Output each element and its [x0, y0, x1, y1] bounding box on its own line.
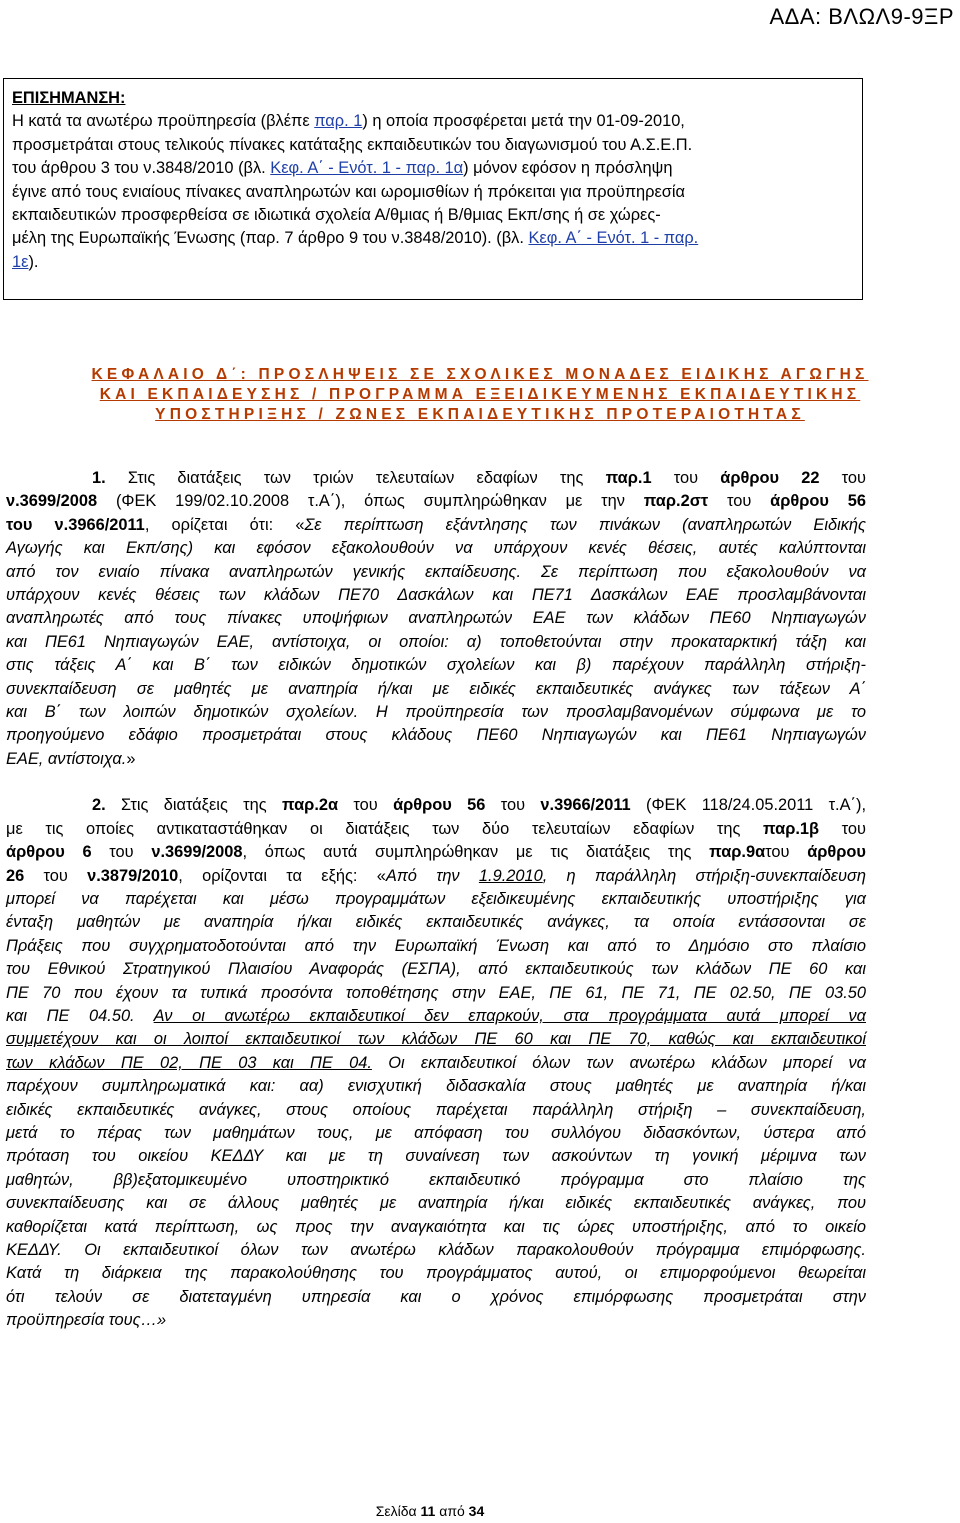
- ada-code: ΑΔΑ: ΒΛΩΛ9-9ΞΡ: [769, 4, 954, 29]
- paragraph-1: 1. Στις διατάξεις των τριών τελευταίων εδαφίων της παρ.1 του άρθρου 22 του ν.3699/2008 (ΦΕΚ 199/02.10.2008 τ.Α΄), όπως συμπληρώθηκαν με την παρ.2στ του άρθρου 56 του ν.3966/2011, ορίζεται ότι: «Σε περίπτωση εξάντλησης των πινάκων (αναπληρωτών Ειδικής Αγωγής και Εκπ/σης) και εφόσον εξακολουθούν να υπάρχουν κενές θέσεις, αυτές καλύπτονται από τον ενιαίο πίνακα αναπληρωτών γενικής εκπαίδευσης. Σε περίπτωση που εξακολουθούν να υπάρχουν κενές θέσεις των κλάδων ΠΕ70 Δασκάλων και ΠΕ71 Δασκάλων ΕΑΕ προσλαμβάνονται αναπληρωτές από τους πίνακες υποψήφιων αναπληρωτών ΕΑΕ των κλάδων ΠΕ60 Νηπιαγωγών και ΠΕ61 Νηπιαγωγών ΕΑΕ, αντίστοιχα, οι οποίοι: α) τοποθετούνται στην προκαταρκτική τάξη και στις τάξεις Α΄ και Β΄ των ειδικών δημοτικών σχολείων και β) παρέχουν παράλληλη στήριξη- συνεκπαίδευση σε μαθητές με αναπηρία ή/και με ειδικές εκπαιδευτικές ανάγκες των τάξεων Α΄ και Β΄ των λοιπών δημοτικών σχολείων. Η προϋπηρεσία των προσλαμβανομένων σύμφωνα με το προηγούμενο εδάφιο προσμετράται στους κλάδους ΠΕ60 Νηπιαγωγών και ΠΕ61 Νηπιαγωγών ΕΑΕ, αντίστοιχα.»: [6, 469, 867, 768]
- notice-line: εκπαιδευτικών προσφερθείσα σε ιδιωτικά σχολεία Α/θμιας ή Β/θμιας Εκπ/σης ή σε χώρες-: [12, 206, 661, 225]
- notice-line: Η κατά τα ανωτέρω προϋπηρεσία (βλέπε παρ. 1) η οποία προσφέρεται μετά την 01-09-2010,: [12, 112, 685, 131]
- ref-link-par1[interactable]: παρ. 1: [314, 112, 363, 131]
- page-total: 34: [468, 1503, 485, 1519]
- ref-link-ch-a-1e[interactable]: Κεφ. Α΄ - Ενότ. 1 - παρ.: [528, 229, 699, 248]
- page-number: 11: [420, 1503, 436, 1519]
- chapter-line-2: ΚΑΙ ΕΚΠΑΙΔΕΥΣΗΣ / ΠΡΟΓΡΑΜΜΑ ΕΞΕΙΔΙΚΕΥΜΕΝΗΣ ΕΚΠΑΙΔΕΥΤΙΚΗΣ: [99, 386, 861, 403]
- chapter-line-1: ΚΕΦΑΛΑΙΟ Δ΄: ΠΡΟΣΛΗΨΕΙΣ ΣΕ ΣΧΟΛΙΚΕΣ ΜΟΝΑΔΕΣ ΕΙΔΙΚΗΣ ΑΓΩΓΗΣ: [91, 366, 869, 383]
- ref-link-1e[interactable]: 1ε: [12, 252, 29, 271]
- notice-line: έγινε από τους ενιαίους πίνακες αναπληρωτών και ωρομισθίων ή πρόκειται για προϋπηρεσία: [12, 182, 685, 201]
- page-footer: Σελίδα 11 από 34: [375, 1503, 485, 1519]
- notice-heading: ΕΠΙΣΗΜΑΝΣΗ:: [12, 89, 126, 107]
- ref-link-ch-a-1a[interactable]: Κεφ. Α΄ - Ενότ. 1 - παρ. 1α: [270, 159, 464, 178]
- paragraph-2: 2. Στις διατάξεις της παρ.2α του άρθρου 56 του ν.3966/2011 (ΦΕΚ 118/24.05.2011 τ.Α΄), με τις οποίες αντικαταστάθηκαν οι διατάξεις των δύο τελευταίων εδαφίων της παρ.1β του άρθρου 6 του ν.3699/2008, όπως αυτά συμπληρώθηκαν με τις διατάξεις της παρ.9ατου άρθρου 26 του ν.3879/2010, ορίζονται τα εξής: «Από την 1.9.2010, η παράλληλη στήριξη-συνεκπαίδευση μπορεί να παρέχεται και μέσω προγραμμάτων εξειδικευμένης εκπαιδευτικής υποστήριξης για ένταξη μαθητών με αναπηρία ή/και ειδικές εκπαιδευτικές ανάγκες, τα οποία εντάσσονται σε Πράξεις που συγχρηματοδοτούνται από την Ευρωπαϊκή Ένωση και από το Δημόσιο στο πλαίσιο του Εθνικού Στρατηγικού Πλαισίου Αναφοράς (ΕΣΠΑ), από εκπαιδευτικούς των κλάδων ΠΕ 60 και ΠΕ 70 που έχουν τα τυπικά προσόντα τοποθέτησης στην ΕΑΕ, ΠΕ 61, ΠΕ 71, ΠΕ 02.50, ΠΕ 03.50 και ΠΕ 04.50. Αν οι ανωτέρω εκπαιδευτικοί δεν επαρκούν, στα προγράμματα αυτά μπορεί να συμμετέχουν και οι λοιποί εκπαιδευτικοί των κλάδων ΠΕ 60 και ΠΕ 70, καθώς και εκπαιδευτικοί των κλάδων ΠΕ 02, ΠΕ 03 και ΠΕ 04. Οι εκπαιδευτικοί όλων των ανωτέρω κλάδων μπορεί να παρέχουν συμπληρωματικά και: αα) ενισχυτική διδασκαλία στους μαθητές με αναπηρία ή/και ειδικές εκπαιδευτικές ανάγκες, στους οποίους παρέχεται παράλληλη στήριξη – συνεκπαίδευση, μετά το πέρας των μαθημάτων τους, με απόφαση του συλλόγου διδασκόντων, ύστερα από πρόταση του οικείου ΚΕΔΔΥ και με τη συναίνεση των ασκούντων τη γονική μέριμνα των μαθητών, ββ)εξατομικευμένο υποστηρικτικό εκπαιδευτικό πρόγραμμα στο πλαίσιο της συνεκπαίδευσης και σε άλλους μαθητές με αναπηρία ή/και ειδικές εκπαιδευτικές ανάγκες, που καθορίζεται κατά περίπτωση, ως προς την αναγκαιότητα και τις ώρες υποστήριξης, από το οικείο ΚΕΔΔΥ. Οι εκπαιδευτικοί όλων των ανωτέρω κλάδων παρακολουθούν πρόγραμμα επιμόρφωσης. Κατά τη διάρκεια της παρακολούθησης του προγράμματος αυτού, οι επιμορφούμενοι θεωρείται ότι τελούν σε διατεταγμένη υπηρεσία και ο χρόνος επιμόρφωσης προσμετράται στην προϋπηρεσία τους…»: [6, 796, 867, 1330]
- document-body: [6, 467, 866, 1333]
- chapter-line-3: ΥΠΟΣΤΗΡΙΞΗΣ / ΖΩΝΕΣ ΕΚΠΑΙΔΕΥΤΙΚΗΣ ΠΡΟΤΕΡΑΙΟΤΗΤΑΣ: [155, 406, 805, 423]
- notice-line: 1ε).: [12, 252, 39, 271]
- notice-line: του άρθρου 3 του ν.3848/2010 (βλ. Κεφ. Α΄ - Ενότ. 1 - παρ. 1α) μόνον εφόσον η πρόσληψη: [12, 159, 673, 178]
- notice-line: μέλη της Ευρωπαϊκής Ένωσης (παρ. 7 άρθρο 9 του ν.3848/2010). (βλ. Κεφ. Α΄ - Ενότ. 1 - παρ.: [12, 229, 699, 248]
- notice-line: προσμετράται στους τελικούς πίνακες κατάταξης εκπαιδευτικών του διαγωνισμού του Α.Σ.Ε.Π.: [12, 135, 693, 154]
- chapter-heading: [0, 365, 960, 425]
- notice-box: [3, 78, 863, 300]
